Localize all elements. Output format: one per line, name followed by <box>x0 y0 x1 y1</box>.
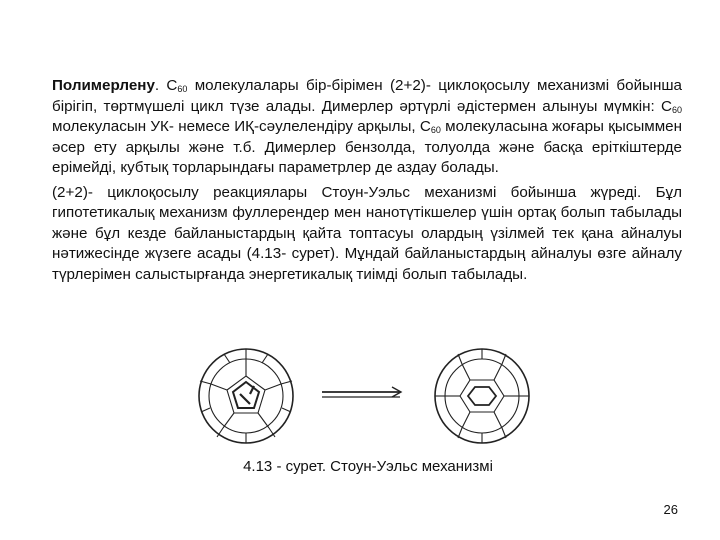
paragraph-text-part: молекуласын УК- немесе ИҚ-сәулелендіру арқылы, C <box>52 118 431 135</box>
fullerene-before-image <box>199 349 293 443</box>
subscript: 60 <box>177 84 188 94</box>
reaction-arrow-icon <box>322 387 401 397</box>
fullerene-after-image <box>435 349 529 443</box>
figure-drawing <box>196 346 530 446</box>
paragraph-stone-wales: (2+2)- циклоқосылу реакциялары Стоун-Уэльс механизмі бойынша жүреді. Бұл гипотетикалық механизм фуллерендер мен нанотүтікшелер үшін ортақ болып табылады және бұл кезде байланыстардың қайта топтасуы олардың үзілмей тек қана айналуы нәтижесінде жүзеге асады (4.13- сурет). Мұндай байланыстардың айналуы өзге айналу түрлерімен салыстырғанда энергетикалық тиімді болып табылады. <box>52 183 682 283</box>
figure-caption-text: 4.13 - сурет. Стоун-Уэльс механизмі <box>243 458 493 475</box>
paragraph-text-part: . C <box>154 77 178 94</box>
figure-caption <box>0 458 720 476</box>
page-number: 26 <box>663 502 678 517</box>
subscript: 60 <box>430 125 441 135</box>
lead-term: Полимерлену <box>52 77 155 94</box>
body-text <box>52 76 682 285</box>
paragraph-polymerization <box>52 76 682 179</box>
paragraph-text-part: молекуласына жоғары қысыммен әсер ету арқылы және т.б. Димерлер бензолда, толуолда және басқа еріткіштерде ерімейді, кубтық торларындағы параметрлер де аздау болады. <box>52 118 683 176</box>
subscript: 60 <box>671 104 682 115</box>
figure-stone-wales <box>196 346 530 446</box>
paragraph-text-part: молекулалары бір-бірімен (2+2)- циклоқосылу механизмі бойынша бірігіп, төртмүшелі цикл түзе алады. Димерлер әртүрлі әдістермен алынуы мүмкін: C <box>52 77 682 115</box>
